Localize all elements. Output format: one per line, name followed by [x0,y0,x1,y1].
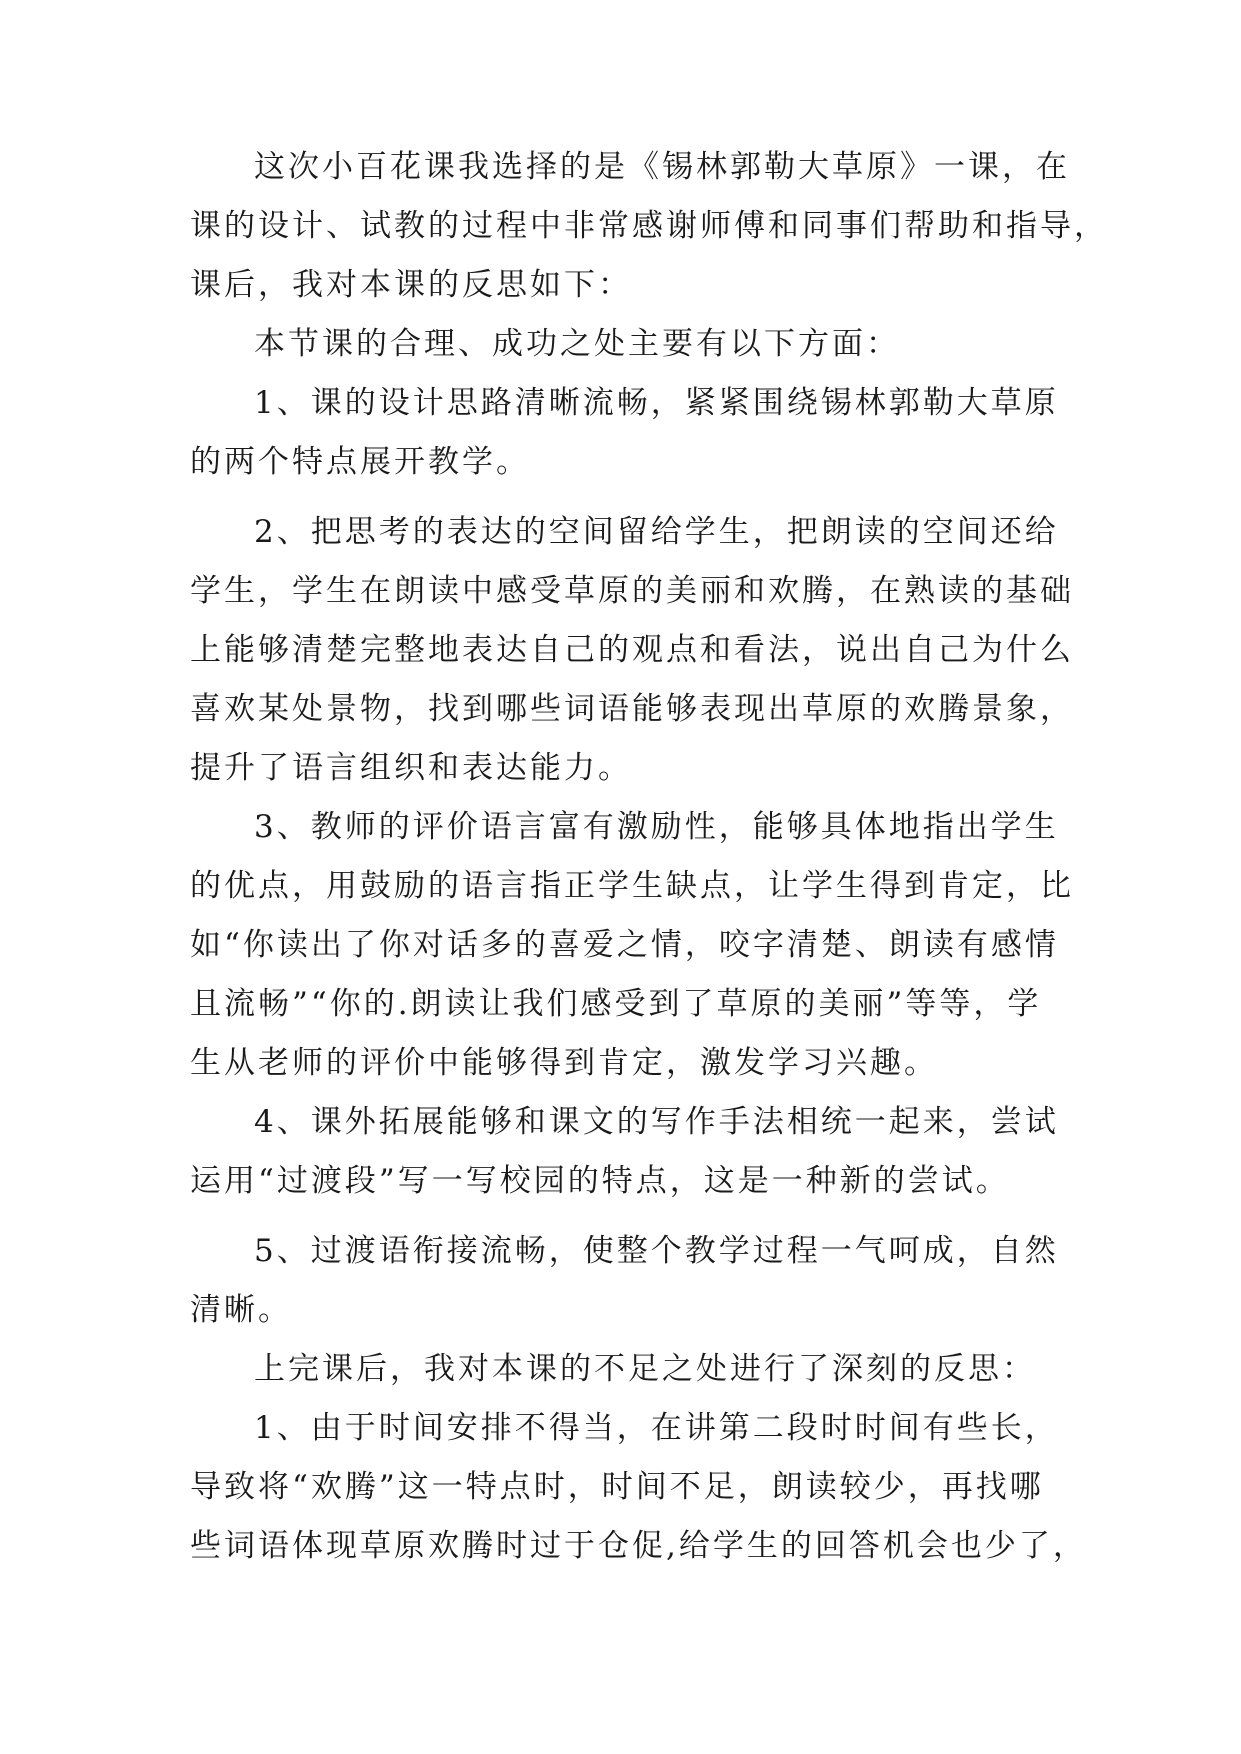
paragraph-4-line-4: 喜欢某处景物，找到哪些词语能够表现出草原的欢腾景象， [190,691,1074,727]
paragraph-5-line-3: 如“你读出了你对话多的喜爱之情，咬字清楚、朗读有感情 [190,927,1059,963]
paragraph-4-line-5: 提升了语言组织和表达能力。 [190,750,632,786]
paragraph-3-line-2: 的两个特点展开教学。 [190,444,530,480]
paragraph-4-line-3: 上能够清楚完整地表达自己的观点和看法，说出自己为什么 [190,632,1074,668]
paragraph-1-line-1: 这次小百花课我选择的是《锡林郭勒大草原》一课，在 [254,149,1070,185]
paragraph-6-line-1: 4、课外拓展能够和课文的写作手法相统一起来，尝试 [254,1104,1059,1140]
paragraph-2-line-1: 本节课的合理、成功之处主要有以下方面： [254,326,900,362]
paragraph-9-line-3: 些词语体现草原欢腾时过于仓促,给学生的回答机会也少了， [190,1528,1087,1564]
paragraph-9-line-2: 导致将“欢腾”这一特点时，时间不足，朗读较少，再找哪 [190,1469,1044,1505]
paragraph-6-line-2: 运用“过渡段”写一写校园的特点，这是一种新的尝试。 [190,1163,1010,1199]
paragraph-1-line-3: 课后，我对本课的反思如下： [190,267,632,303]
paragraph-5-line-2: 的优点，用鼓励的语言指正学生缺点，让学生得到肯定，比 [190,868,1074,904]
paragraph-7-line-2: 清晰。 [190,1292,292,1328]
paragraph-4-line-1: 2、把思考的表达的空间留给学生，把朗读的空间还给 [254,514,1059,550]
paragraph-5-line-1: 3、教师的评价语言富有激励性，能够具体地指出学生 [254,809,1059,845]
paragraph-1-line-2: 课的设计、试教的过程中非常感谢师傅和同事们帮助和指导， [190,208,1108,244]
paragraph-5-line-5: 生从老师的评价中能够得到肯定，激发学习兴趣。 [190,1045,938,1081]
paragraph-3-line-1: 1、课的设计思路清晰流畅，紧紧围绕锡林郭勒大草原 [254,385,1059,421]
paragraph-8-line-1: 上完课后，我对本课的不足之处进行了深刻的反思： [254,1351,1036,1387]
paragraph-9-line-1: 1、由于时间安排不得当，在讲第二段时时间有些长， [254,1410,1059,1446]
paragraph-4-line-2: 学生，学生在朗读中感受草原的美丽和欢腾，在熟读的基础 [190,573,1074,609]
paragraph-7-line-1: 5、过渡语衔接流畅，使整个教学过程一气呵成，自然 [254,1233,1059,1269]
paragraph-5-line-4: 且流畅”“你的.朗读让我们感受到了草原的美丽”等等，学 [190,986,1042,1022]
